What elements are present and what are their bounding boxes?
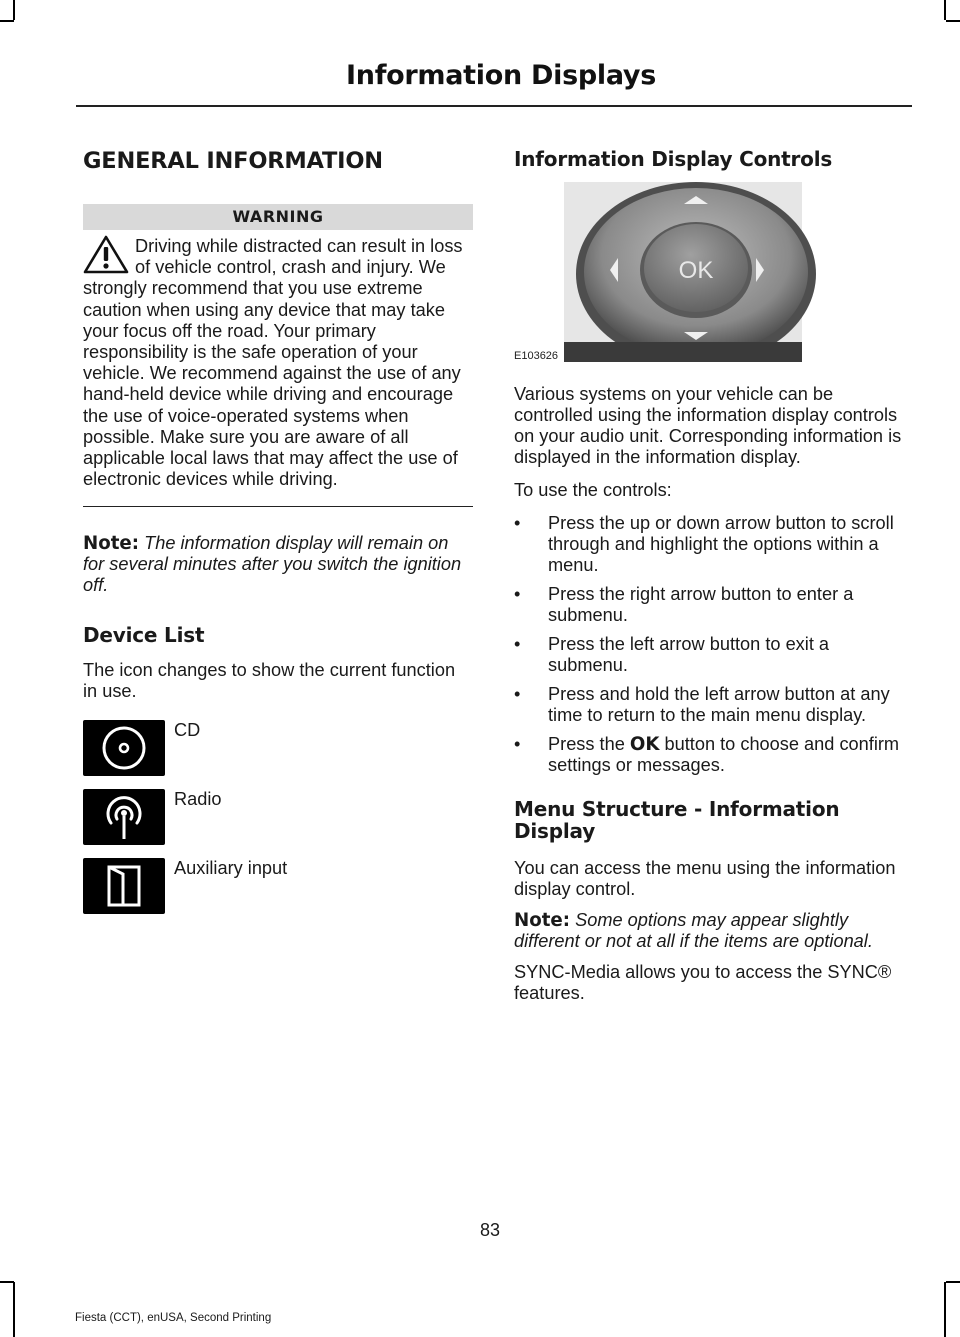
warning-text: Driving while distracted can result in loss of vehicle control, crash and injury. We strongly recommend that you use extreme caution when using any device that may take your focus off the road. Your primary responsibility is the safe operation of your vehicle. We recommend against the use of any hand-held device while driving and encourage the use of voice-operated systems when possible. Make sure you are aware of all applicable local laws that may affect the use of electronic devices while driving.	[83, 236, 463, 490]
warning-rule	[83, 506, 473, 507]
device-item-cd	[83, 720, 473, 789]
controls-intro: Various systems on your vehicle can be controlled using the information display controls on your audio unit. Corresponding information is displayed in the information display.	[514, 384, 902, 467]
device-list	[83, 720, 473, 927]
bullet-text: Press and hold the left arrow button at any time to return to the main menu display.	[548, 684, 890, 725]
cd-icon	[83, 720, 165, 776]
device-item-radio	[83, 789, 473, 858]
note-text: The information display will remain on for several minutes after you switch the ignition off.	[83, 533, 462, 596]
crop-mark	[944, 1282, 946, 1337]
bullet-text: button to choose and confirm settings or messages.	[548, 734, 900, 775]
note-paragraph	[83, 533, 473, 596]
controls-bullet-list	[514, 513, 908, 776]
menu-structure-title: Menu Structure - Information Display	[514, 797, 840, 843]
page-header-title: Information Displays	[346, 60, 656, 91]
bullet-dot: •	[514, 734, 521, 754]
crop-mark	[0, 20, 14, 22]
ok-inline-label: OK	[629, 734, 660, 755]
bullet-item	[514, 584, 908, 626]
crop-mark	[13, 1282, 15, 1337]
bullet-dot: •	[514, 634, 521, 654]
sync-text: SYNC-Media allows you to access the SYNC® features.	[514, 962, 892, 1003]
device-list-intro: The icon changes to show the current function in use.	[83, 660, 456, 702]
menu-note	[514, 910, 908, 952]
controls-title: Information Display Controls	[514, 147, 833, 171]
bullet-dot: •	[514, 584, 521, 604]
device-label-radio: Radio	[174, 789, 222, 810]
bullet-text: Press the up or down arrow button to scroll through and highlight the options within a menu.	[548, 513, 894, 575]
bullet-item	[514, 684, 908, 726]
menu-intro: You can access the menu using the information display control.	[514, 858, 896, 899]
display-control-photo	[514, 182, 908, 362]
figure-code: E103626	[514, 350, 559, 362]
device-item-aux	[83, 858, 473, 927]
crop-mark	[946, 1281, 960, 1283]
device-label-aux: Auxiliary input	[174, 858, 288, 879]
warning-triangle-icon	[83, 234, 129, 274]
to-use-text: To use the controls:	[514, 480, 672, 500]
warning-label: WARNING	[83, 204, 473, 230]
bullet-text: Press the	[548, 734, 630, 754]
crop-mark	[0, 1281, 14, 1283]
warning-box	[83, 236, 473, 490]
section-title: GENERAL INFORMATION	[83, 148, 383, 174]
radio-icon	[83, 789, 165, 845]
footer-edition: Fiesta (CCT), enUSA, Second Printing	[75, 1312, 272, 1324]
note-label: Note:	[83, 533, 140, 555]
device-label-cd: CD	[174, 720, 201, 741]
bullet-text: Press the right arrow button to enter a submenu.	[548, 584, 854, 625]
crop-mark	[946, 20, 960, 22]
crop-mark	[13, 0, 15, 20]
bullet-text: Press the left arrow button to exit a submenu.	[548, 634, 830, 675]
ok-button-label: OK	[678, 257, 714, 284]
page-number: 83	[480, 1220, 501, 1240]
aux-input-icon	[83, 858, 165, 914]
controls-figure	[514, 182, 908, 362]
note-text: Some options may appear slightly different or not at all if the items are optional.	[514, 910, 873, 951]
bullet-dot: •	[514, 684, 521, 704]
crop-mark	[944, 0, 946, 20]
note-label: Note:	[514, 910, 571, 931]
bullet-item	[514, 634, 908, 676]
header-rule	[76, 105, 912, 107]
right-column	[514, 140, 908, 1004]
device-list-title: Device List	[83, 623, 205, 648]
bullet-item	[514, 513, 908, 576]
bullet-item	[514, 734, 908, 776]
bullet-dot: •	[514, 513, 521, 533]
left-column	[83, 140, 473, 927]
